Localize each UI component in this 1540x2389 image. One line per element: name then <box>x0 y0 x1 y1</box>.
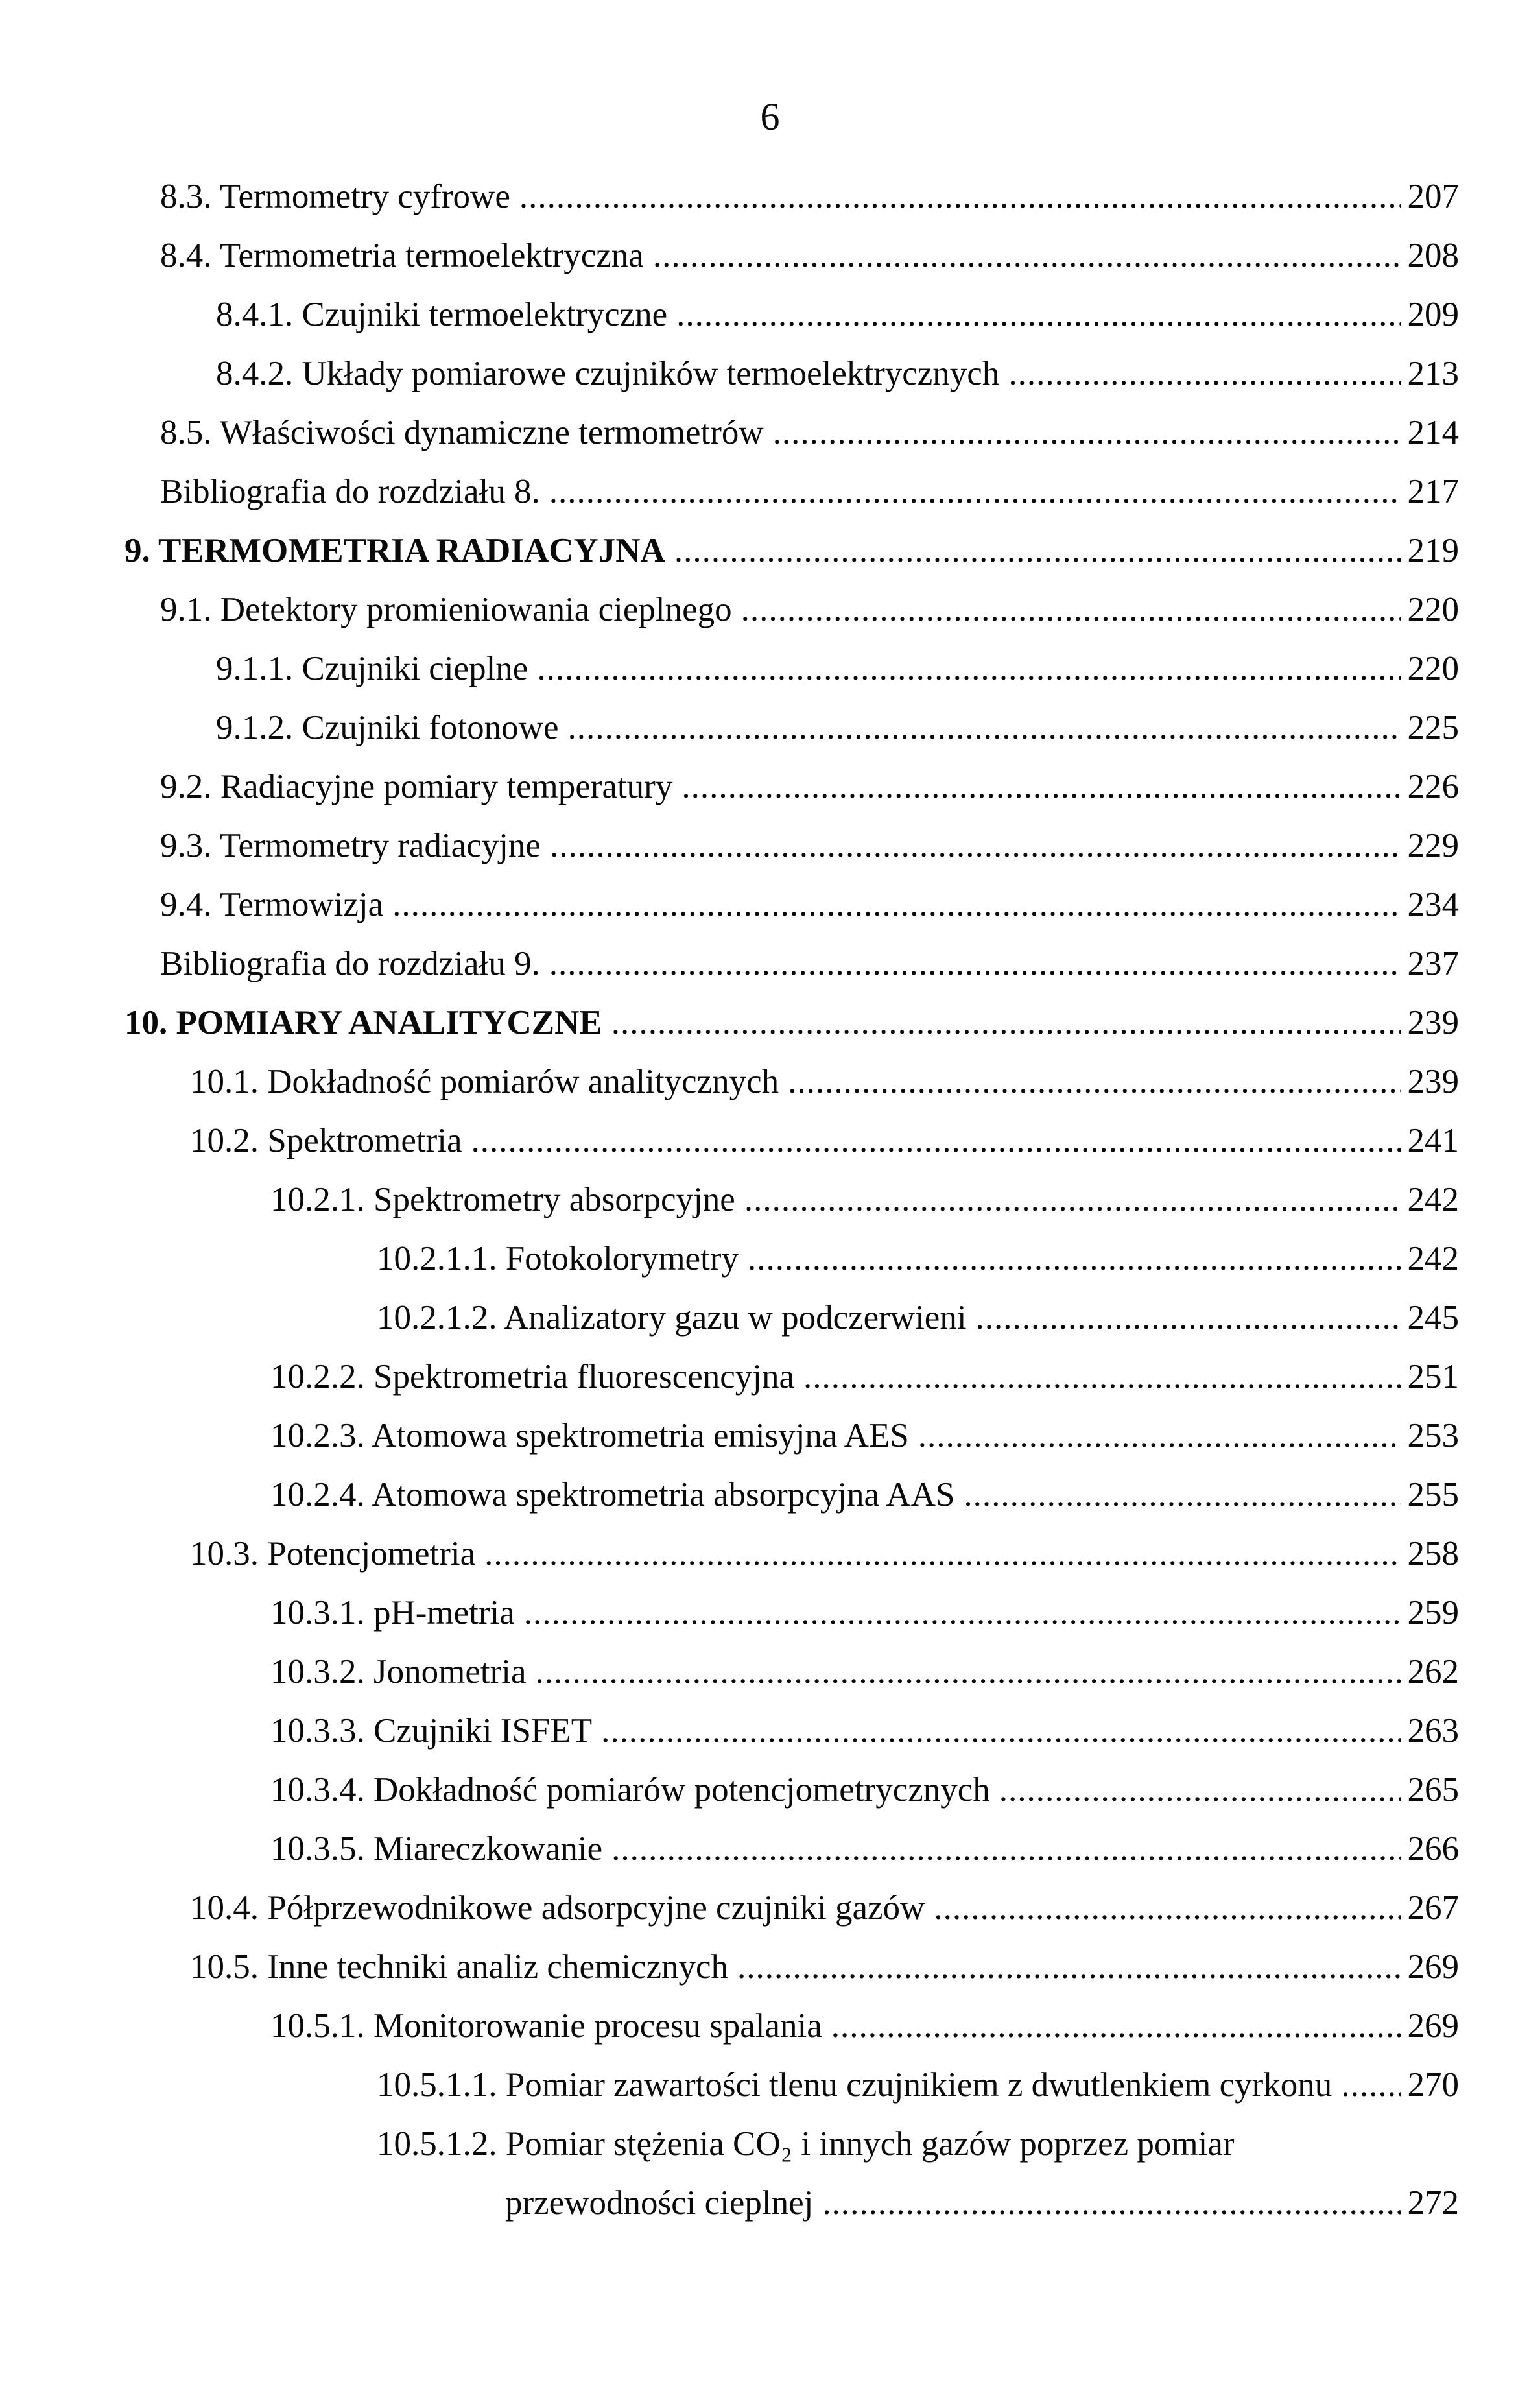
dot-leader <box>611 993 1401 1052</box>
toc-row <box>0 1525 1540 1584</box>
toc-entry-page: 267 <box>1407 1889 1459 1927</box>
toc-entry-label: 10.2.1. Spektrometry absorpcyjne <box>270 1181 735 1218</box>
toc-entry-label: 10.3.5. Miareczkowanie <box>270 1830 603 1868</box>
toc-entry-label: 10.5.1.2. Pomiar stężenia CO₂ i innych gazów poprzez pomiar <box>377 2125 1235 2163</box>
toc-entry-label: 9.3. Termometry radiacyjne <box>160 827 541 864</box>
toc-entry-label: 10.2.4. Atomowa spektrometria absorpcyjna AAS <box>270 1476 955 1514</box>
toc-row <box>0 816 1540 875</box>
toc-row <box>0 993 1540 1052</box>
dot-leader <box>601 1702 1401 1761</box>
toc-entry-label: 10.3. Potencjometria <box>190 1535 476 1573</box>
toc-row <box>0 2115 1540 2174</box>
dot-leader <box>471 1111 1401 1171</box>
dot-leader <box>964 1466 1401 1525</box>
toc-row <box>0 698 1540 757</box>
toc-entry-label: 9. TERMOMETRIA RADIACYJNA <box>124 532 665 569</box>
toc-row <box>0 2056 1540 2115</box>
toc-entry-page: 226 <box>1407 768 1459 805</box>
toc-entry-label: 10.3.1. pH-metria <box>270 1594 515 1632</box>
toc-entry-label: Bibliografia do rozdziału 9. <box>160 945 540 982</box>
toc-entry-page: 213 <box>1407 355 1459 392</box>
toc-entry-label: 8.4.1. Czujniki termoelektryczne <box>216 296 668 333</box>
toc-row <box>0 2174 1540 2233</box>
toc-entry-page: 209 <box>1407 296 1459 333</box>
toc-entry-label: przewodności cieplnej <box>505 2184 814 2222</box>
dot-leader <box>831 1997 1401 2056</box>
page-number: 6 <box>760 95 780 138</box>
toc-entry-page: 251 <box>1407 1358 1459 1396</box>
toc-entry-label: 10.3.2. Jonometria <box>270 1653 527 1691</box>
toc-entry-page: 208 <box>1407 237 1459 274</box>
toc-row <box>0 1407 1540 1466</box>
dot-leader <box>1341 2056 1401 2115</box>
toc-entry-page: 220 <box>1407 650 1459 687</box>
toc-row <box>0 1466 1540 1525</box>
toc-entry-page: 272 <box>1407 2184 1459 2222</box>
toc-entry-label: 10.3.3. Czujniki ISFET <box>270 1712 593 1750</box>
toc-entry-label: 10.2. Spektrometria <box>190 1122 462 1159</box>
toc-entry-label: 8.3. Termometry cyfrowe <box>160 178 510 215</box>
toc-entry-page: 265 <box>1407 1771 1459 1809</box>
toc-entry-label: 9.1.1. Czujniki cieplne <box>216 650 528 687</box>
toc-row <box>0 1111 1540 1171</box>
toc-entry-page: 266 <box>1407 1830 1459 1868</box>
dot-leader <box>737 1938 1401 1997</box>
toc-entry-page: 242 <box>1407 1240 1459 1278</box>
toc-entry-page: 237 <box>1407 945 1459 982</box>
toc-entry-page: 259 <box>1407 1594 1459 1632</box>
toc-entry-label: 9.1.2. Czujniki fotonowe <box>216 709 559 746</box>
dot-leader <box>744 1171 1401 1230</box>
toc-entry-label: 8.4.2. Układy pomiarowe czujników termoelektrycznych <box>216 355 1000 392</box>
toc-entry-label: 10.5.1.1. Pomiar zawartości tlenu czujnikiem z dwutlenkiem cyrkonu <box>377 2066 1333 2104</box>
toc-entry-page: 241 <box>1407 1122 1459 1159</box>
toc-row <box>0 1938 1540 1997</box>
toc-row <box>0 875 1540 934</box>
toc-entry-label: 10.5.1. Monitorowanie procesu spalania <box>270 2007 822 2045</box>
toc-entry-page: 217 <box>1407 473 1459 510</box>
toc-entry-page: 219 <box>1407 532 1459 569</box>
toc-entry-page: 239 <box>1407 1004 1459 1041</box>
toc-entry-label: 8.5. Właściwości dynamiczne termometrów <box>160 414 764 451</box>
dot-leader <box>748 1230 1401 1289</box>
dot-leader <box>681 757 1401 816</box>
toc-entry-page: 269 <box>1407 1948 1459 1986</box>
dot-leader <box>611 1820 1401 1879</box>
toc-entry-page: 255 <box>1407 1476 1459 1514</box>
dot-leader <box>676 285 1401 344</box>
toc-row <box>0 1171 1540 1230</box>
dot-leader <box>392 875 1401 934</box>
toc-entry-page: 258 <box>1407 1535 1459 1573</box>
toc-entry-label: 10.2.1.1. Fotokolorymetry <box>377 1240 739 1278</box>
toc-entry-page: 263 <box>1407 1712 1459 1750</box>
toc-row <box>0 757 1540 816</box>
dot-leader <box>918 1407 1401 1466</box>
dot-leader <box>822 2174 1401 2233</box>
toc-entry-label: 9.1. Detektory promieniowania cieplnego <box>160 591 732 628</box>
toc-row <box>0 1702 1540 1761</box>
toc-entry-label: Bibliografia do rozdziału 8. <box>160 473 540 510</box>
toc-entry-page: 229 <box>1407 827 1459 864</box>
toc-row <box>0 226 1540 285</box>
dot-leader <box>484 1525 1401 1584</box>
toc-entry-page: 270 <box>1407 2066 1459 2104</box>
toc-row <box>0 934 1540 993</box>
dot-leader <box>536 1643 1401 1702</box>
dot-leader <box>934 1879 1401 1938</box>
dot-leader <box>1008 344 1401 403</box>
toc-entry-page: 239 <box>1407 1063 1459 1100</box>
toc-row <box>0 1348 1540 1407</box>
toc-entry-page: 245 <box>1407 1299 1459 1337</box>
dot-leader <box>788 1052 1401 1111</box>
toc-row <box>0 1289 1540 1348</box>
toc-row <box>0 167 1540 226</box>
dot-leader <box>550 816 1401 875</box>
dot-leader <box>674 521 1401 580</box>
toc-row <box>0 403 1540 462</box>
toc-row <box>0 1230 1540 1289</box>
toc-entry-label: 10.2.1.2. Analizatory gazu w podczerwieni <box>377 1299 967 1337</box>
toc-entry-label: 9.2. Radiacyjne pomiary temperatury <box>160 768 673 805</box>
toc-row <box>0 580 1540 639</box>
toc-entry-page: 242 <box>1407 1181 1459 1218</box>
toc-list <box>0 167 1540 2233</box>
toc-entry-label: 8.4. Termometria termoelektryczna <box>160 237 644 274</box>
toc-entry-label: 10.4. Półprzewodnikowe adsorpcyjne czujniki gazów <box>190 1889 925 1927</box>
toc-entry-page: 234 <box>1407 886 1459 923</box>
toc-entry-page: 214 <box>1407 414 1459 451</box>
toc-row <box>0 1820 1540 1879</box>
toc-entry-page: 253 <box>1407 1417 1459 1455</box>
toc-entry-label: 10.2.2. Spektrometria fluorescencyjna <box>270 1358 794 1396</box>
toc-row <box>0 1584 1540 1643</box>
dot-leader <box>803 1348 1401 1407</box>
toc-row <box>0 1052 1540 1111</box>
toc-entry-page: 225 <box>1407 709 1459 746</box>
toc-row <box>0 462 1540 521</box>
dot-leader <box>519 167 1401 226</box>
toc-row <box>0 1761 1540 1820</box>
dot-leader <box>567 698 1401 757</box>
toc-entry-label: 10.5. Inne techniki analiz chemicznych <box>190 1948 728 1986</box>
toc-row <box>0 639 1540 698</box>
dot-leader <box>741 580 1401 639</box>
toc-entry-label: 10.2.3. Atomowa spektrometria emisyjna AES <box>270 1417 909 1455</box>
dot-leader <box>999 1761 1401 1820</box>
toc-row <box>0 1643 1540 1702</box>
dot-leader <box>976 1289 1401 1348</box>
toc-row <box>0 344 1540 403</box>
dot-leader <box>524 1584 1401 1643</box>
dot-leader <box>549 934 1401 993</box>
dot-leader <box>773 403 1401 462</box>
toc-entry-page: 269 <box>1407 2007 1459 2045</box>
toc-entry-page: 207 <box>1407 178 1459 215</box>
toc-entry-page: 262 <box>1407 1653 1459 1691</box>
toc-entry-label: 9.4. Termowizja <box>160 886 384 923</box>
toc-row <box>0 1879 1540 1938</box>
toc-entry-label: 10.1. Dokładność pomiarów analitycznych <box>190 1063 779 1100</box>
toc-row <box>0 521 1540 580</box>
toc-row <box>0 1997 1540 2056</box>
toc-entry-page: 220 <box>1407 591 1459 628</box>
toc-row <box>0 285 1540 344</box>
dot-leader <box>537 639 1401 698</box>
dot-leader <box>549 462 1401 521</box>
toc-entry-label: 10. POMIARY ANALITYCZNE <box>124 1004 602 1041</box>
toc-entry-label: 10.3.4. Dokładność pomiarów potencjometrycznych <box>270 1771 990 1809</box>
dot-leader <box>653 226 1401 285</box>
